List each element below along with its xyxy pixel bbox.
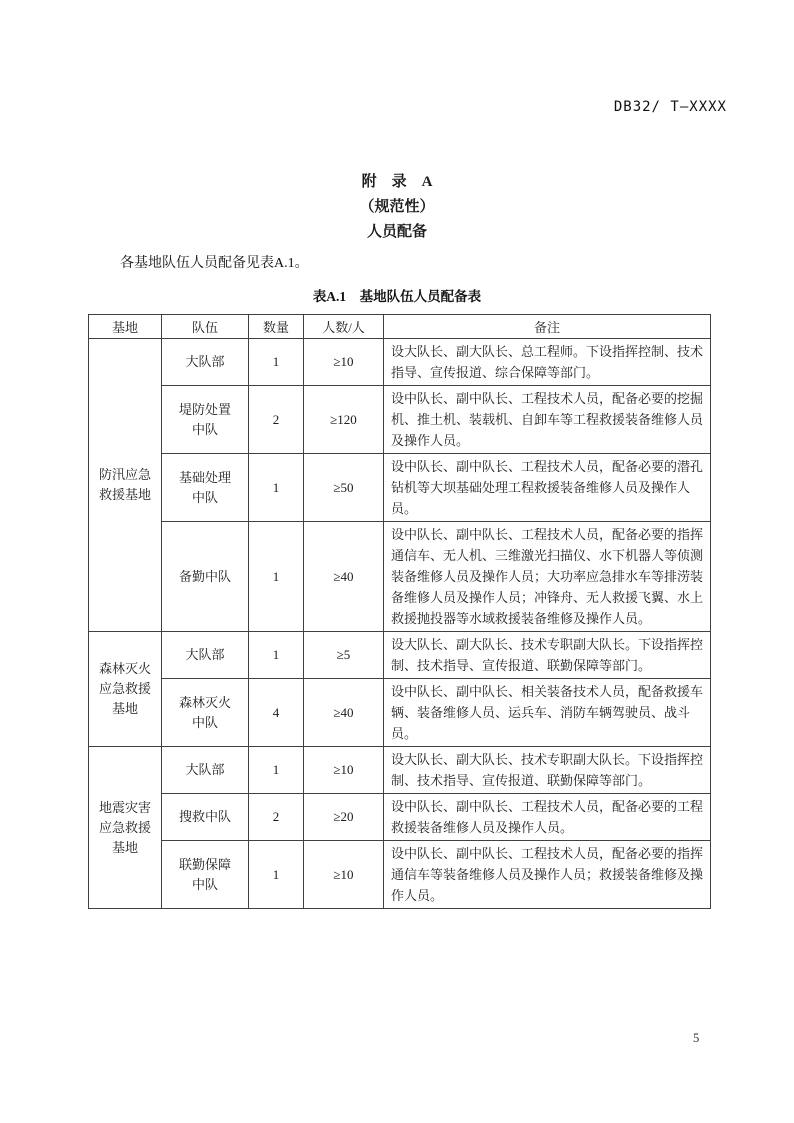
remark-cell: 设大队长、副大队长、技术专职副大队长。下设指挥控制、技术指导、宣传报道、联勤保障等部门。 bbox=[384, 747, 711, 794]
qty-cell: 1 bbox=[249, 454, 304, 522]
team-cell: 基础处理 中队 bbox=[162, 454, 249, 522]
col-header-base: 基地 bbox=[89, 315, 162, 339]
table-row bbox=[89, 679, 711, 747]
staff-cell: ≥20 bbox=[304, 794, 384, 841]
base-cell-forest-fire: 森林灭火 应急救援 基地 bbox=[89, 632, 162, 747]
remark-cell: 设大队长、副大队长、总工程师。下设指挥控制、技术指导、宣传报道、综合保障等部门。 bbox=[384, 339, 711, 386]
personnel-table bbox=[88, 314, 711, 909]
appendix-subject-line: 人员配备 bbox=[366, 224, 427, 240]
intro-paragraph: 各基地队伍人员配备见表A.1。 bbox=[120, 256, 309, 271]
table-row bbox=[89, 454, 711, 522]
team-cell: 森林灭火 中队 bbox=[162, 679, 249, 747]
qty-cell: 1 bbox=[249, 747, 304, 794]
table-row bbox=[89, 632, 711, 679]
table-row bbox=[89, 794, 711, 841]
base-cell-earthquake: 地震灾害 应急救援 基地 bbox=[89, 747, 162, 909]
qty-cell: 1 bbox=[249, 339, 304, 386]
team-cell: 大队部 bbox=[162, 747, 249, 794]
qty-cell: 1 bbox=[249, 522, 304, 632]
document-number: DB32/ T—XXXX bbox=[613, 99, 727, 115]
team-cell: 堤防处置 中队 bbox=[162, 386, 249, 454]
table-header-row bbox=[89, 315, 711, 339]
col-header-staff: 人数/人 bbox=[304, 315, 384, 339]
qty-cell: 2 bbox=[249, 386, 304, 454]
staff-cell: ≥120 bbox=[304, 386, 384, 454]
table-row bbox=[89, 747, 711, 794]
staff-cell: ≥40 bbox=[304, 679, 384, 747]
remark-cell: 设中队长、副中队长、工程技术人员，配备必要的指挥通信车、无人机、三维激光扫描仪、水下机器人等侦测装备维修人员及操作人员；大功率应急排水车等排涝装备维修人员及操作人员；冲锋舟、无人救援飞翼、水上救援抛投器等水域救援装备维修及操作人员。 bbox=[384, 522, 711, 632]
col-header-remark: 备注 bbox=[384, 315, 711, 339]
remark-cell: 设中队长、副中队长、工程技术人员，配备必要的潜孔钻机等大坝基础处理工程救援装备维修人员及操作人员。 bbox=[384, 454, 711, 522]
staff-cell: ≥10 bbox=[304, 841, 384, 909]
remark-cell: 设中队长、副中队长、工程技术人员，配备必要的挖掘机、推土机、装载机、自卸车等工程救援装备维修人员及操作人员。 bbox=[384, 386, 711, 454]
qty-cell: 1 bbox=[249, 632, 304, 679]
base-cell-flood: 防汛应急 救援基地 bbox=[89, 339, 162, 632]
table-caption: 表A.1 基地队伍人员配备表 bbox=[312, 289, 482, 304]
team-cell: 联勤保障 中队 bbox=[162, 841, 249, 909]
col-header-qty: 数量 bbox=[249, 315, 304, 339]
table-row bbox=[89, 339, 711, 386]
qty-cell: 1 bbox=[249, 841, 304, 909]
staff-cell: ≥50 bbox=[304, 454, 384, 522]
qty-cell: 4 bbox=[249, 679, 304, 747]
staff-cell: ≥40 bbox=[304, 522, 384, 632]
staff-cell: ≥5 bbox=[304, 632, 384, 679]
team-cell: 大队部 bbox=[162, 339, 249, 386]
team-cell: 大队部 bbox=[162, 632, 249, 679]
table-row bbox=[89, 386, 711, 454]
col-header-team: 队伍 bbox=[162, 315, 249, 339]
qty-cell: 2 bbox=[249, 794, 304, 841]
table-row bbox=[89, 841, 711, 909]
appendix-title bbox=[0, 170, 794, 245]
remark-cell: 设大队长、副大队长、技术专职副大队长。下设指挥控制、技术指导、宣传报道、联勤保障等部门。 bbox=[384, 632, 711, 679]
remark-cell: 设中队长、副中队长、工程技术人员，配备必要的指挥通信车等装备维修人员及操作人员；救援装备维修及操作人员。 bbox=[384, 841, 711, 909]
page-number: 5 bbox=[693, 1031, 700, 1045]
remark-cell: 设中队长、副中队长、相关装备技术人员，配备救援车辆、装备维修人员、运兵车、消防车辆驾驶员、战斗员。 bbox=[384, 679, 711, 747]
appendix-normative-line: （规范性） bbox=[359, 199, 435, 215]
appendix-title-line: 附 录 A bbox=[361, 174, 433, 190]
staff-cell: ≥10 bbox=[304, 747, 384, 794]
team-cell: 搜救中队 bbox=[162, 794, 249, 841]
table-row bbox=[89, 522, 711, 632]
remark-cell: 设中队长、副中队长、工程技术人员，配备必要的工程救援装备维修人员及操作人员。 bbox=[384, 794, 711, 841]
staff-cell: ≥10 bbox=[304, 339, 384, 386]
team-cell: 备勤中队 bbox=[162, 522, 249, 632]
